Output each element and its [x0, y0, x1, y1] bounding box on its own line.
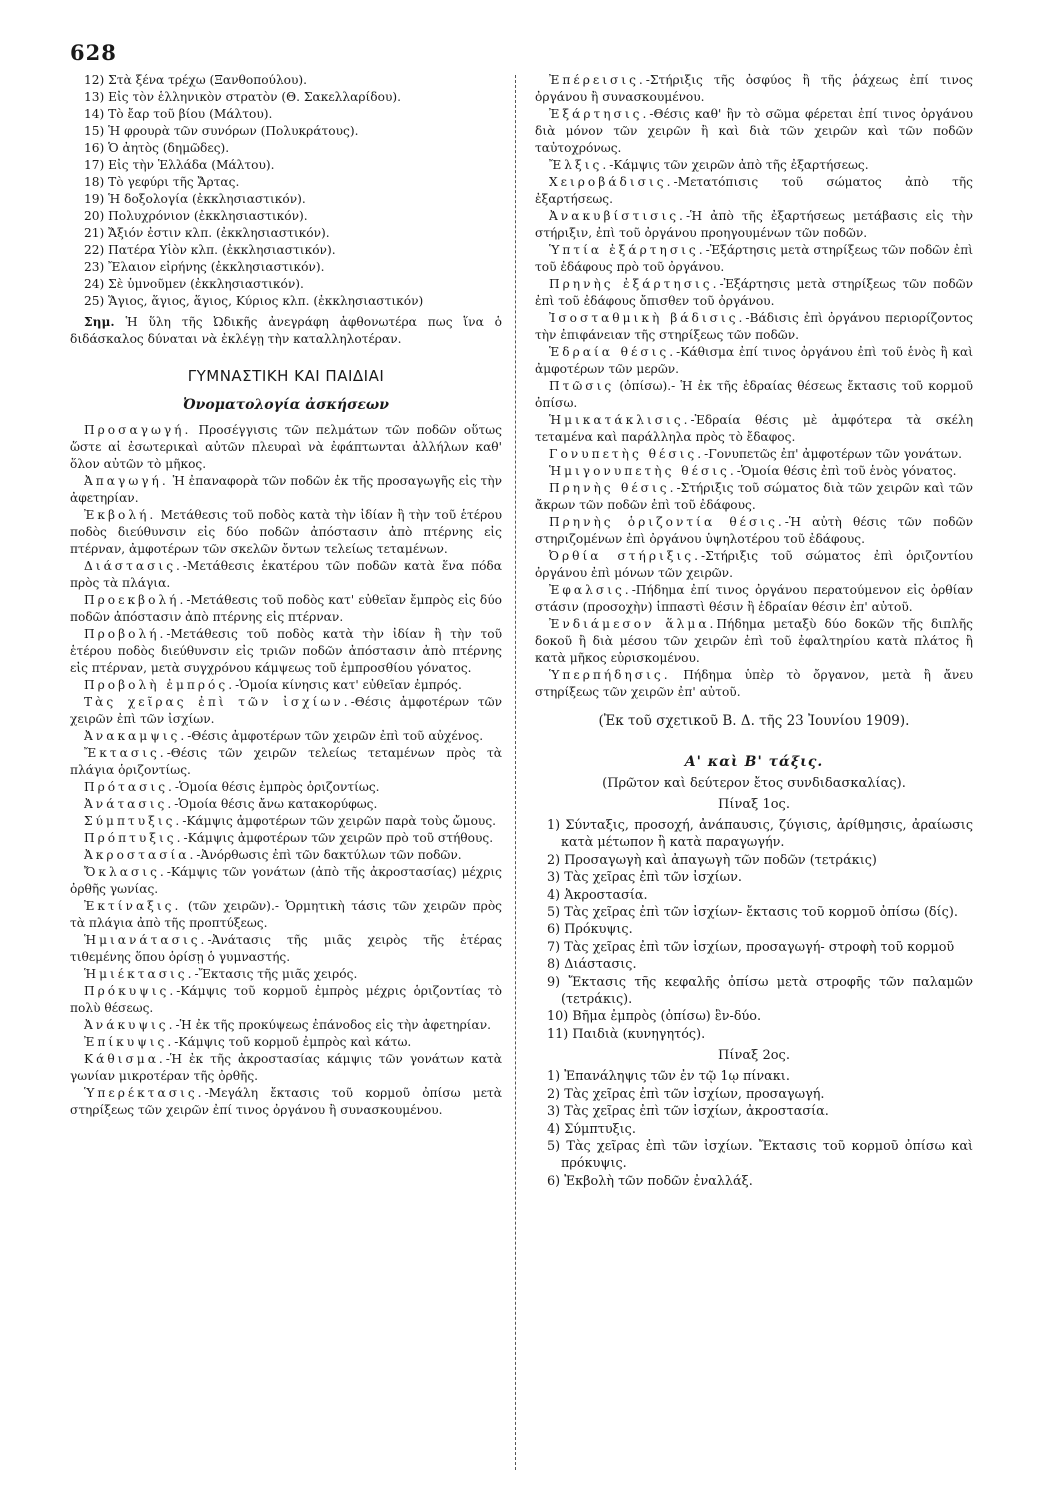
definition-text: Μετάθεσις τοῦ ποδὸς κατὰ τὴν ἰδίαν ἢ τὴν τοῦ ἑτέρου ποδὸς διεύθυνσιν εἰς δύο ποδῶν ἀπόστασιν ἀπὸ πτέρνης εἰς πτέρναν, ἀμφοτέρων τῶν σκελῶν ὄντων τελείως τεταμένων. [70, 508, 502, 556]
definition-text: -Ἑδραία θέσις μὲ ἀμφότερα τὰ σκέλη τεταμένα καὶ παράλληλα πρὸς τὸ ἔδαφος. [535, 413, 973, 444]
table-item: 8) Διάστασις. [547, 957, 637, 973]
list-item: 17) Εἰς τὴν Ἑλλάδα (Μάλτου). [84, 158, 275, 172]
definition-term: Ἐκβολή. [84, 508, 157, 522]
list-item: 12) Στὰ ξένα τρέχω (Ξανθοπούλου). [84, 73, 308, 87]
definition [535, 667, 973, 701]
table-item: 4) Ἀκροστασία. [547, 887, 648, 903]
list-item: 24) Σὲ ὑμνοῦμεν (ἐκκλησιαστικόν). [84, 277, 304, 291]
list-item: 16) Ὁ ἀητὸς (δημῶδες). [84, 141, 230, 155]
definition-text: Ἡ ἐπαναφορὰ τῶν ποδῶν ἐκ τῆς προσαγωγῆς εἰς τὴν ἀφετηρίαν. [70, 474, 502, 505]
definition-text: Πήδημα μεταξὺ δύο δοκῶν τῆς διπλῆς δοκοῦ ἢ διὰ μέσου τῶν χειρῶν ἐπὶ τοῦ ἐφαλτηρίου κατὰ πλάτος ἢ κατὰ μῆκος εὑρισκομένου. [535, 617, 973, 665]
definition-text: -Ὁμοία θέσις ἐμπρὸς ὁριζοντίως. [174, 780, 380, 794]
definition-text: -Γονυπετῶς ἐπ' ἀμφοτέρων τῶν γονάτων. [704, 447, 963, 461]
definition-text: -Μετάθεσις τοῦ ποδὸς κατὰ τὴν ἰδίαν ἢ τὴν τοῦ ἑτέρου ποδὸς διεύθυνσιν εἰς τριῶν ποδῶν ἀπόστασιν ἀπὸ πτέρνης εἰς πτέρναν, μετὰ συγχρόνου κάμψεως τοῦ ἐμπροσθίου γόνατος. [70, 627, 502, 675]
note-label: Σημ. [84, 315, 115, 329]
definition-text: -Ἀνάτασις τῆς μιᾶς χειρὸς τῆς ἑτέρας τιθεμένης ὅπου ὁρίσῃ ὁ γυμναστής. [70, 933, 502, 964]
note [70, 314, 502, 348]
definition-term: Ἡμιανάτασις. [84, 933, 208, 947]
definition-term: Ἀνάτασις. [84, 797, 175, 811]
definition-term: Ἀνάκυψις. [84, 1018, 176, 1032]
list-item: 15) Ἡ φρουρὰ τῶν συνόρων (Πολυκράτους). [84, 124, 359, 138]
definition-term: Ὄκλασις. [84, 865, 167, 879]
definition [70, 1051, 502, 1085]
definition-text: -Μετάθεσις ἑκατέρου τῶν ποδῶν κατὰ ἕνα πόδα πρὸς τὰ πλάγια. [70, 559, 502, 590]
definition [535, 514, 973, 548]
definition-term: Ἐξάρτησις. [549, 107, 650, 121]
definition [70, 728, 502, 745]
definition [70, 983, 502, 1017]
definition-text: -Ἐξάρτησις μετὰ στηρίξεως τῶν ποδῶν ἐπὶ τοῦ ἐδάφους ὄπισθεν τοῦ ὀργάνου. [535, 277, 973, 308]
definition-text: -Ἡ αὐτὴ θέσις τῶν ποδῶν στηριζομένων ἐπὶ ὀργάνου ὑψηλοτέρου τοῦ ἐδάφους. [535, 515, 973, 546]
definition-term: Πρηνὴς θέσις. [549, 481, 677, 495]
right-column [535, 72, 973, 1190]
definition [535, 378, 973, 412]
definition [70, 745, 502, 779]
definition-term: Ἔλξις. [549, 158, 610, 172]
list-item: 18) Τὸ γεφύρι τῆς Ἄρτας. [84, 175, 240, 189]
definition-text: -Θέσις ἀμφοτέρων τῶν χειρῶν ἐπὶ τοῦ αὐχένος. [187, 729, 484, 743]
definition [70, 847, 502, 864]
definition-text: -Μετατόπισις τοῦ σώματος ἀπὸ τῆς ἐξαρτήσεως. [535, 175, 973, 206]
definition-term: Ἡμικατάκλισις. [549, 413, 691, 427]
definition [70, 898, 502, 932]
definition [535, 616, 973, 667]
table1-title: Πίναξ 1ος. [718, 797, 790, 812]
definition-term: Προβολὴ ἐμπρός. [84, 678, 236, 692]
table1-list [535, 817, 973, 1043]
definition [535, 344, 973, 378]
definition [70, 1085, 502, 1119]
note-text: Ἡ ὕλη τῆς Ὠδικῆς ἀνεγράφη ἀφθονωτέρα πως ἵνα ὁ διδάσκαλος δύναται νὰ ἐκλέγῃ τὴν καταλληλοτέραν. [70, 315, 502, 346]
list-item: 23) Ἔλαιον εἰρήνης (ἐκκλησιαστικόν). [84, 260, 325, 274]
definition-term: Πρόκυψις. [84, 984, 177, 998]
definition-term: Ἡμιγονυπετὴς θέσις. [549, 464, 737, 478]
definition-term: Ἀνακαμψις. [84, 729, 188, 743]
table2-list [535, 1068, 973, 1190]
definition [535, 276, 973, 310]
table-item: 5) Τὰς χεῖρας ἐπὶ τῶν ἰσχίων. Ἔκτασις τοῦ κορμοῦ ὀπίσω καὶ πρόκυψις. [547, 1138, 973, 1172]
definition-term: Ὑπτία ἐξάρτησις. [549, 243, 706, 257]
definition [535, 242, 973, 276]
definition-text: -Κάθισμα ἐπί τινος ὀργάνου ἐπὶ τοῦ ἑνὸς ἢ καὶ ἀμφοτέρων τῶν μερῶν. [535, 345, 973, 376]
definition-text: -Ὁμοία θέσις ἐπὶ τοῦ ἑνὸς γόνατος. [736, 464, 957, 478]
definition-text: -Θέσις καθ' ἣν τὸ σῶμα φέρεται ἐπί τινος ὀργάνου διὰ μόνον τῶν χειρῶν ἢ καὶ διὰ τῶν χειρῶν καὶ τῶν ποδῶν ταὐτοχρόνως. [535, 107, 973, 155]
definition-text: -Μετάθεσις τοῦ ποδὸς κατ' εὐθεῖαν ἔμπρὸς εἰς δύο ποδῶν ἀπόστασιν ἀπὸ πτέρνης εἰς πτέρναν. [70, 593, 502, 624]
definition-term: Πρηνὴς ὁριζοντία θέσις. [549, 515, 785, 529]
definition [535, 174, 973, 208]
definition [70, 592, 502, 626]
definition-term: Προεκβολή. [84, 593, 187, 607]
list-item: 13) Εἰς τὸν ἑλληνικὸν στρατὸν (Θ. Σακελλαρίδου). [84, 90, 402, 104]
classes-subtitle: (Πρῶτον καὶ δεύτερον ἔτος συνδιδασκαλίας). [602, 776, 906, 791]
definition-term: Ἐνδιάμεσον ἅλμα. [549, 617, 717, 631]
definition-term: Πτῶσις [549, 379, 615, 393]
definition-term: Ἐφαλσις. [549, 583, 632, 597]
definition-text: -Κάμψις ἀμφοτέρων τῶν χειρῶν πρὸ τοῦ στήθους. [183, 831, 494, 845]
list-item: 14) Τὸ ἔαρ τοῦ βίου (Μάλτου). [84, 107, 273, 121]
list-item: 19) Ἡ δοξολογία (ἐκκλησιαστικόν). [84, 192, 306, 206]
definition-text: -Ἐξάρτησις μετὰ στηρίξεως τῶν ποδῶν ἐπὶ τοῦ ἐδάφους πρὸ τοῦ ὀργάνου. [535, 243, 973, 274]
left-definitions [70, 422, 502, 1119]
classes-title: Α' καὶ Β' τάξις. [684, 754, 824, 770]
list-item: 22) Πατέρα Υἱὸν κλπ. (ἐκκλησιαστικόν). [84, 243, 336, 257]
definition [70, 1017, 502, 1034]
table-item: 3) Τὰς χεῖρας ἐπὶ τῶν ἰσχίων, ἀκροστασία. [547, 1104, 829, 1120]
definition [70, 830, 502, 847]
left-column [70, 72, 502, 1119]
definition-text: -Ἔκτασις τῆς μιᾶς χειρός. [194, 967, 358, 981]
definition [535, 548, 973, 582]
right-definitions [535, 72, 973, 701]
definition [70, 694, 502, 728]
table-item: 7) Τὰς χεῖρας ἐπὶ τῶν ἰσχίων, προσαγωγή- στροφὴ τοῦ κορμοῦ [547, 939, 955, 955]
definition-term: Ἐκτίναξις. [84, 899, 182, 913]
definition [70, 473, 502, 507]
definition-text: (ὀπίσω).- Ἡ ἐκ τῆς ἑδραίας θέσεως ἔκτασις τοῦ κορμοῦ ὀπίσω. [535, 379, 973, 410]
definition-term: Ὑπερέκτασις. [84, 1086, 205, 1100]
list-item: 21) Ἄξιόν ἐστιν κλπ. (ἐκκλησιαστικόν). [84, 226, 330, 240]
definition [70, 677, 502, 694]
song-list [70, 72, 502, 310]
table-item: 6) Πρόκυψις. [547, 922, 633, 938]
section-title: ΓΥΜΝΑΣΤΙΚΗ ΚΑΙ ΠΑΙΔΙΑΙ [187, 367, 385, 385]
definition-text: -Θέσις ἀμφοτέρων τῶν χειρῶν ἐπὶ τῶν ἰσχίων. [70, 695, 502, 726]
definition [535, 412, 973, 446]
definition-text: -Βάδισις ἐπὶ ὀργάνου περιορίζοντος τὴν ἐπιφάνειαν τῆς στηρίξεως τῶν ποδῶν. [535, 311, 973, 342]
definition [70, 932, 502, 966]
definition-term: Πρόπτυξις. [84, 831, 184, 845]
list-item: 20) Πολυχρόνιον (ἐκκλησιαστικόν). [84, 209, 308, 223]
column-divider [515, 75, 516, 1470]
definition-term: Τὰς χεῖρας ἐπὶ τῶν ἰσχίων. [84, 695, 351, 709]
definition-text: -Ἡ ἐκ τῆς προκύψεως ἐπάνοδος εἰς τὴν ἀφετηρίαν. [175, 1018, 492, 1032]
definition-text: Πήδημα ὑπὲρ τὸ ὄργανον, μετὰ ἢ ἄνευ στηρίξεως τῶν χειρῶν ἐπ' αὐτοῦ. [535, 668, 973, 699]
table-item: 5) Τὰς χεῖρας ἐπὶ τῶν ἰσχίων- ἔκτασις τοῦ κορμοῦ ὀπίσω (δίς). [547, 905, 958, 921]
list-item: 25) Ἅγιος, ἅγιος, ἅγιος, Κύριος κλπ. (ἐκκλησιαστικόν) [84, 294, 424, 308]
definition [535, 463, 973, 480]
definition-term: Ὀρθία στήριξις. [549, 549, 701, 563]
definition-text: -Στήριξις τῆς ὀσφύος ἢ τῆς ῥάχεως ἐπί τινος ὀργάνου ἢ συνασκουμένου. [535, 73, 973, 104]
definition-term: Χειροβάδισις. [549, 175, 674, 189]
definition-term: Ἑδραία θέσις. [549, 345, 677, 359]
definition-text: -Ὁμοία θέσις ἄνω κατακορύφως. [174, 797, 378, 811]
definition-term: Γονυπετὴς θέσις. [549, 447, 705, 461]
definition-text: -Ἡ ἀπὸ τῆς ἐξαρτήσεως μετάβασις εἰς τὴν στήριξιν, ἐπὶ τοῦ ὀργάνου προηγουμένων τῶν ποδῶν. [535, 209, 973, 240]
definition-text: -Ὁμοία κίνησις κατ' εὐθεῖαν ἐμπρός. [235, 678, 462, 692]
definition-term: Πρηνὴς ἐξάρτησις. [549, 277, 720, 291]
table-item: 1) Σύνταξις, προσοχή, ἀνάπαυσις, ζύγισις, ἀρίθμησις, ἀραίωσις κατὰ μέτωπον ἢ κατὰ παραγωγήν. [547, 818, 973, 851]
definition-text: (τῶν χειρῶν).- Ὁρμητικὴ τάσις τῶν χειρῶν πρὸς τὰ πλάγια ἀπὸ τῆς προπτύξεως. [70, 899, 502, 930]
table-item: 6) Ἐκβολὴ τῶν ποδῶν ἐναλλάξ. [547, 1173, 753, 1189]
definition-term: Ἀνακυβίστισις. [549, 209, 686, 223]
definition [70, 779, 502, 796]
definition-text: -Κάμψις ἀμφοτέρων τῶν χειρῶν παρὰ τοὺς ὤμους. [182, 814, 497, 828]
definition-term: Ἔκτασις. [84, 746, 167, 760]
definition-text: -Κάμψις τῶν γονάτων (ἀπὸ τῆς ἀκροστασίας) μέχρις ὀρθῆς γωνίας. [70, 865, 502, 896]
definition [535, 208, 973, 242]
definition-text: -Κάμψις τῶν χειρῶν ἀπὸ τῆς ἐξαρτήσεως. [609, 158, 869, 172]
definition-text: -Κάμψις τοῦ κορμοῦ ἐμπρὸς καὶ κάτω. [174, 1035, 412, 1049]
table2-title: Πίναξ 2ος. [718, 1048, 790, 1064]
definition [70, 1034, 502, 1051]
definition [535, 72, 973, 106]
table-item: 4) Σύμπτυξις. [547, 1121, 636, 1137]
source-line: (Ἐκ τοῦ σχετικοῦ Β. Δ. τῆς 23 Ἰουνίου 1909). [598, 713, 910, 729]
definition-term: Ἰσοσταθμικὴ βάδισις. [549, 311, 746, 325]
table-item: 2) Τὰς χεῖρας ἐπὶ τῶν ἰσχίων, προσαγωγή. [547, 1086, 825, 1102]
definition-term: Ἡμιέκτασις. [84, 967, 195, 981]
definition [535, 157, 973, 174]
definition-term: Ἐπέρεισις. [549, 73, 646, 87]
table-item: 1) Ἐπανάληψις τῶν ἐν τῷ 1ῳ πίνακι. [547, 1069, 790, 1085]
definition [535, 480, 973, 514]
definition-text: -Στήριξις τοῦ σώματος διὰ τῶν χειρῶν καὶ τῶν ἄκρων τῶν ποδῶν ἐπὶ τοῦ ἐδάφους. [535, 481, 973, 512]
definition [70, 626, 502, 677]
definition [70, 864, 502, 898]
definition [70, 796, 502, 813]
definition-term: Διάστασις. [84, 559, 183, 573]
definition-term: Πρότασις. [84, 780, 175, 794]
definition-term: Προβολή. [84, 627, 167, 641]
definition-text: -Ἀνόρθωσις ἐπὶ τῶν δακτύλων τῶν ποδῶν. [196, 848, 462, 862]
table-item: 2) Προσαγωγὴ καὶ ἀπαγωγὴ τῶν ποδῶν (τετράκις) [547, 852, 877, 868]
table-item: 9) Ἔκτασις τῆς κεφαλῆς ὀπίσω μετὰ στροφῆς τῶν παλαμῶν (τετράκις). [547, 974, 973, 1008]
subsection-title: Ὀνοματολογία ἀσκήσεων [183, 397, 389, 413]
definition-text: -Στήριξις τοῦ σώματος ἐπὶ ὁριζοντίου ὀργάνου ἐπὶ μόνων τῶν χειρῶν. [535, 549, 973, 580]
definition-term: Κάθισμα. [84, 1052, 166, 1066]
definition [70, 507, 502, 558]
definition [70, 422, 502, 473]
definition [70, 558, 502, 592]
definition-term: Ἀπαγωγή. [84, 474, 169, 488]
definition [535, 106, 973, 157]
definition [70, 966, 502, 983]
page-number: 628 [70, 40, 117, 65]
definition-term: Ἀκροστασία. [84, 848, 197, 862]
definition-term: Ἐπίκυψις. [84, 1035, 175, 1049]
definition-text: -Κάμψις τοῦ κορμοῦ ἐμπρὸς μέχρις ὁριζοντίας τὸ πολὺ θέσεως. [70, 984, 502, 1015]
definition-text: -Μεγάλη ἔκτασις τοῦ κορμοῦ ὀπίσω μετὰ στηρίξεως τῶν χειρῶν ἐπί τινος ὀργάνου ἢ συνασκουμένου. [70, 1086, 502, 1117]
definition-term: Προσαγωγή. [84, 423, 192, 437]
definition-term: Ὑπερπήδησις. [549, 668, 671, 682]
definition [535, 582, 973, 616]
definition-text: -Θέσις τῶν χειρῶν τελείως τεταμένων πρὸς τὰ πλάγια ὁριζοντίως. [70, 746, 502, 777]
table-item: 10) Βῆμα ἐμπρὸς (ὀπίσω) ἓν-δύο. [547, 1009, 762, 1025]
definition [535, 310, 973, 344]
definition-text: Προσέγγισις τῶν πελμάτων τῶν ποδῶν οὕτως ὥστε αἱ ἐσωτερικαὶ αὐτῶν πλευραὶ νὰ ἐφάπτωνται ἀλλήλων καθ' ὅλον αὐτῶν τὸ μῆκος. [70, 423, 502, 471]
table-item: 3) Τὰς χεῖρας ἐπὶ τῶν ἰσχίων. [547, 870, 742, 886]
definition [70, 813, 502, 830]
table-item: 11) Παιδιὰ (κυνηγητός). [547, 1026, 706, 1042]
definition-term: Σύμπτυξις. [84, 814, 183, 828]
definition [535, 446, 973, 463]
definition-text: -Πήδημα ἐπί τινος ὀργάνου περατούμενον εἰς ὀρθίαν στάσιν (προσοχὴν) ἱππαστὶ θέσιν ἢ ἑδραίαν θέσιν ἐπ' αὐτοῦ. [535, 583, 973, 614]
definition-text: -Ἡ ἐκ τῆς ἀκροστασίας κάμψις τῶν γονάτων κατὰ γωνίαν μικροτέραν τῆς ὀρθῆς. [70, 1052, 502, 1083]
